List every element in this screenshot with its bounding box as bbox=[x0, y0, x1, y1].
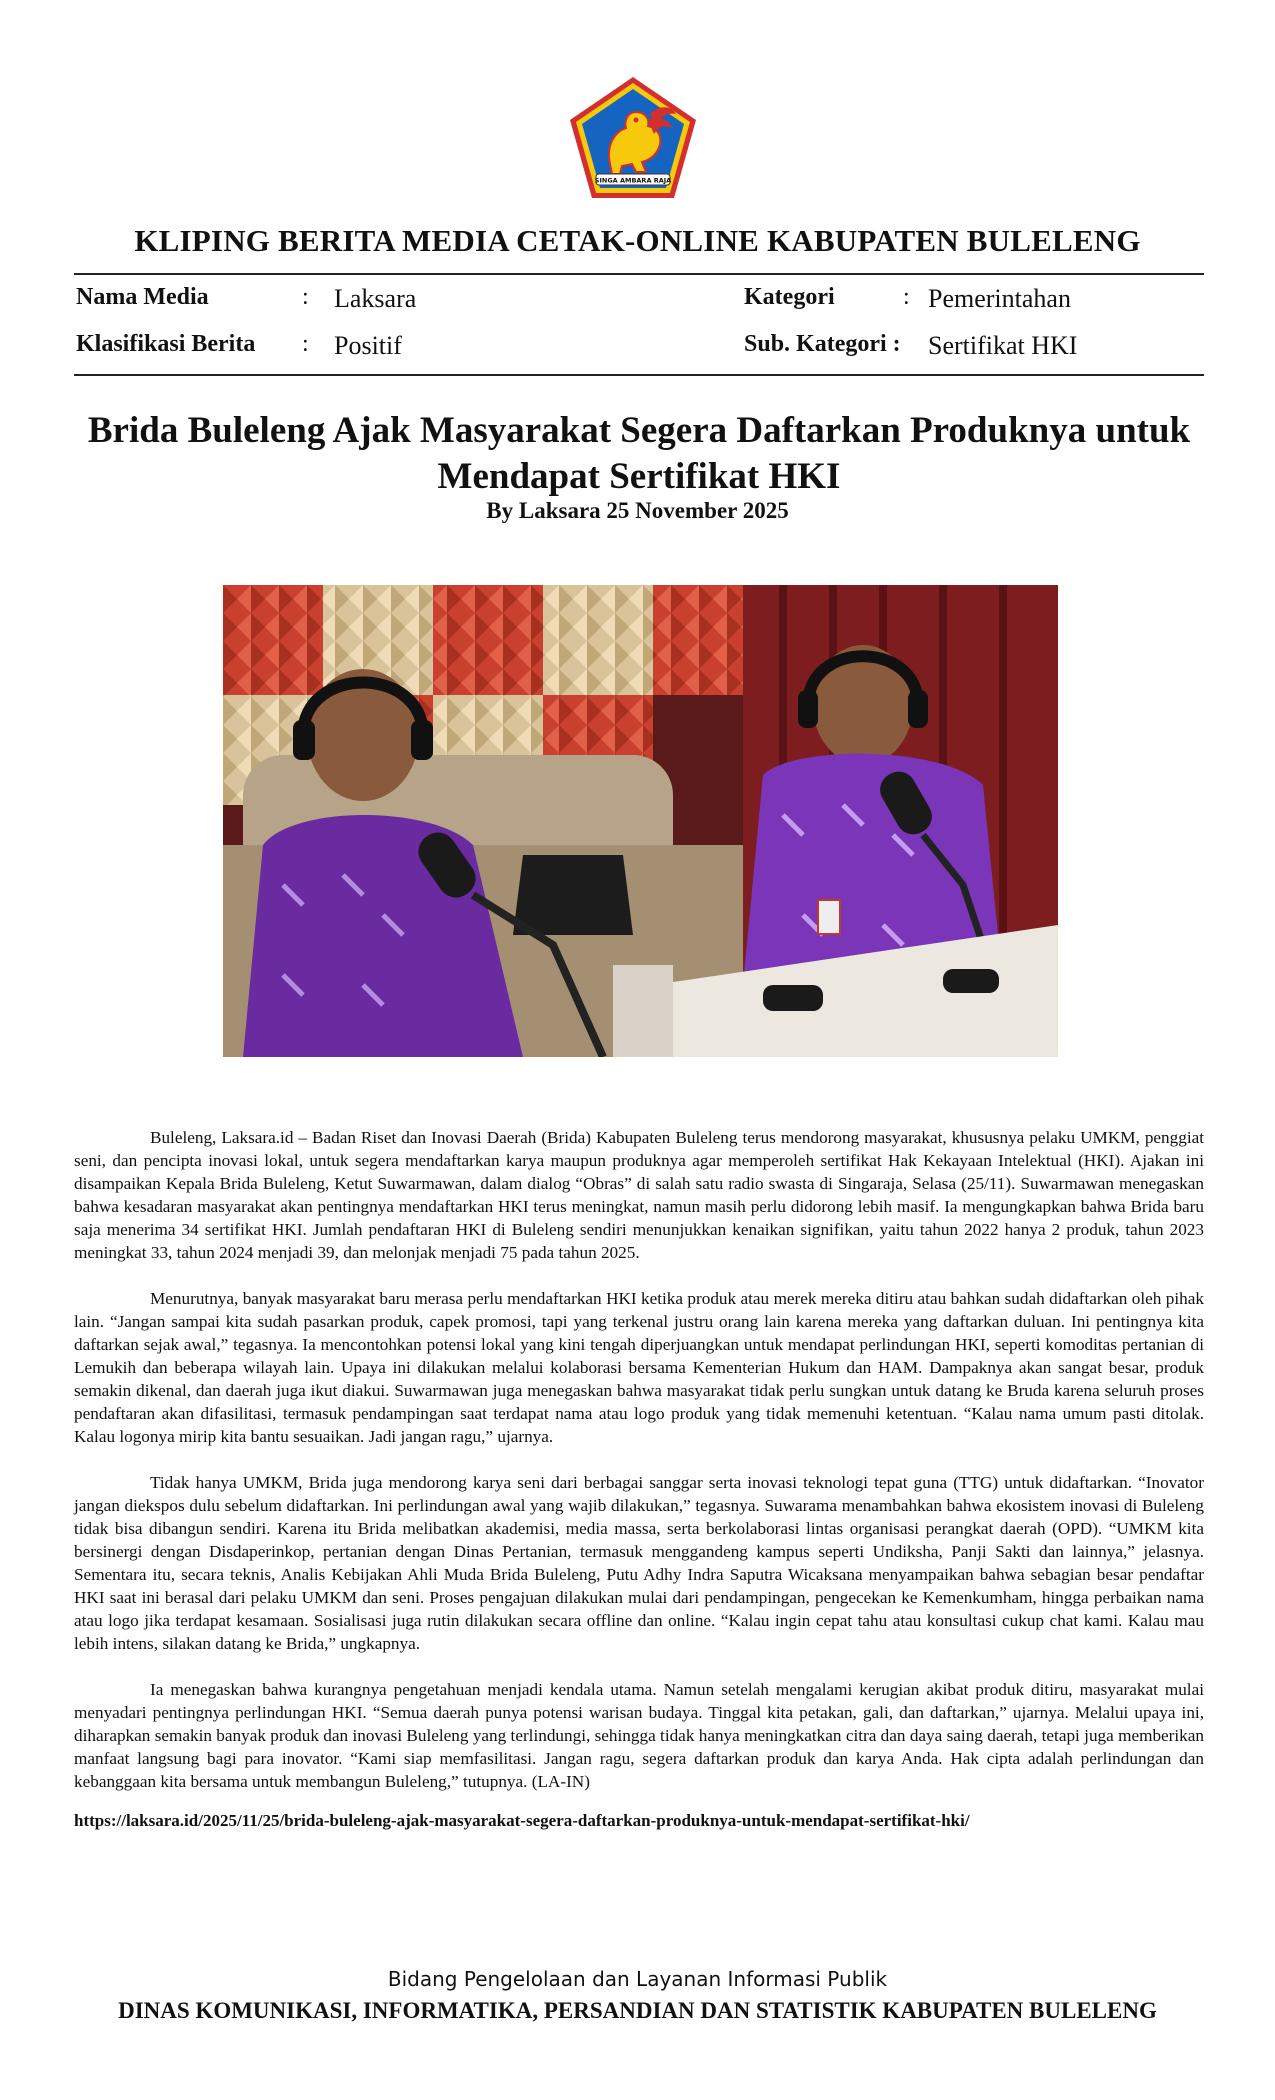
media-name-colon: : bbox=[302, 284, 309, 310]
footer-agency: DINAS KOMUNIKASI, INFORMATIKA, PERSANDIAN DAN STATISTIK KABUPATEN BULELENG bbox=[118, 1998, 1157, 2023]
classification-colon: : bbox=[302, 331, 309, 357]
article-paragraph-2: Menurutnya, banyak masyarakat baru merasa perlu mendaftarkan HKI ketika produk atau merek mereka ditiru atau bahkan sudah didaftarkan oleh pihak lain. “Jangan sampai kita sudah pasarkan produk, capek promosi, tapi yang terkenal justru orang lain karena mereka yang daftarkan duluan. Ini pentingnya kita daftarkan sejak awal,” tegasnya. Ia mencontohkan potensi lokal yang kini tengah diperjuangkan untuk mendapat perlindungan HKI, seperti komoditas pertanian di Lemukih dan beberapa wilayah lain. Upaya ini dilakukan melalui kolaborasi bersama Kementerian Hukum dan HAM. Dampaknya akan sangat besar, produk semakin dikenal, dan daerah juga ikut diakui. Suwarmawan juga menegaskan bahwa masyarakat tidak perlu sungkan untuk datang ke Bruda karena seluruh proses pendaftaran akan difasilitasi, termasuk pendampingan saat terdapat nama atau logo produk yang tidak memenuhi ketentuan. “Kalau nama umum pasti ditolak. Kalau logonya mirip kita bantu sesuaikan. Jadi jangan ragu,” ujarnya. bbox=[74, 1289, 1204, 1446]
source-link[interactable]: https://laksara.id/2025/11/25/brida-buleleng-ajak-masyarakat-segera-daftarkan-produknya-untuk-mendapat-sertifikat-hki/ bbox=[74, 1811, 970, 1830]
media-name-label: Nama Media bbox=[76, 284, 209, 310]
classification-value: Positif bbox=[334, 331, 402, 360]
classification-label: Klasifikasi Berita bbox=[76, 331, 256, 357]
media-name-value: Laksara bbox=[334, 284, 417, 313]
subcategory-value: Sertifikat HKI bbox=[928, 331, 1078, 360]
article-body bbox=[74, 1126, 1204, 1816]
category-label: Kategori bbox=[744, 284, 835, 310]
bottom-divider bbox=[74, 374, 1204, 376]
radio-studio-interview-photo-icon bbox=[223, 585, 1058, 1057]
headline-line-1: Brida Buleleng Ajak Masyarakat Segera Daftarkan Produknya untuk bbox=[87, 410, 1191, 451]
article-headline bbox=[74, 408, 1204, 500]
article-paragraph-1: Buleleng, Laksara.id – Badan Riset dan Inovasi Daerah (Brida) Kabupaten Buleleng terus mendorong masyarakat, khususnya pelaku UMKM, penggiat seni, dan pencipta inovasi lokal, untuk segera mendaftarkan karya maupun produknya agar memperoleh sertifikat Hak Kekayaan Intelektual (HKI). Ajakan ini disampaikan Kepala Brida Buleleng, Ketut Suwarmawan, dalam dialog “Obras” di salah satu radio swasta di Singaraja, Selasa (25/11). Suwarmawan menegaskan bahwa kesadaran masyarakat akan pentingnya mendaftarkan HKI terus meningkat, namun masih perlu didorong lebih masif. Ia mengungkapkan bahwa Brida baru saja menerima 34 sertifikat HKI. Jumlah pendaftaran HKI di Buleleng sendiri menunjukkan kenaikan signifikan, yaitu tahun 2022 hanya 2 produk, tahun 2023 meningkat 33, tahun 2024 menjadi 39, dan melonjak menjadi 75 pada tahun 2025. bbox=[74, 1128, 1204, 1262]
article-paragraph-4: Ia menegaskan bahwa kurangnya pengetahuan menjadi kendala utama. Namun setelah mengalami kerugian akibat produk ditiru, masyarakat mulai menyadari pentingnya perlindungan HKI. “Semua daerah punya potensi warisan budaya. Tinggal kita petakan, gali, dan daftarkan,” ujarnya. Melalui upaya ini, diharapkan semakin banyak produk dan inovasi Buleleng yang terlindungi, sehingga tidak hanya meningkatkan citra dan daya saing daerah, tetapi juga memberikan manfaat langsung bagi para inovator. “Kami siap memfasilitasi. Jangan ragu, segera daftarkan produk dan karya Anda. Hak cipta adalah perlindungan dan kebanggaan kita bersama untuk membangun Buleleng,” tutupnya. (LA-IN) bbox=[74, 1680, 1204, 1791]
article-paragraph-3: Tidak hanya UMKM, Brida juga mendorong karya seni dari berbagai sanggar serta inovasi teknologi tepat guna (TTG) untuk didaftarkan. “Inovator jangan diekspos dulu sebelum didaftarkan. Ini perlindungan awal yang wajib dilakukan,” tegasnya. Suwarama menambahkan bahwa ekosistem inovasi di Buleleng tidak bisa dibangun sendiri. Karena itu Brida melibatkan akademisi, media massa, serta berkolaborasi lintas organisasi perangkat daerah (OPD). “UMKM kita bersinergi dengan Disdaperinkop, pertanian dengan Dinas Pertanian, termasuk menggandeng kampus seperti Undiksha, Panji Sakti dan lainnya,” jelasnya. Sementara itu, secara teknis, Analis Kebijakan Ahli Muda Brida Buleleng, Putu Adhy Indra Saputra Wicaksana menyampaikan bahwa sebagian besar pendaftar HKI saat ini berasal dari pelaku UMKM dan seni. Proses pengajuan dilakukan mulai dari pendampingan, pengecekan ke Kemenkumham, hingga perbaikan nama atau logo jika terdapat kesamaan. Sosialisasi juga rutin dilakukan secara offline dan online. “Kalau ingin cepat tahu atau konsultasi cukup chat kami. Kalau mau lebih intens, silakan datang ke Brida,” ungkapnya. bbox=[74, 1473, 1204, 1653]
category-colon: : bbox=[903, 284, 910, 310]
headline-line-2: Mendapat Sertifikat HKI bbox=[437, 456, 841, 497]
subcategory-label: Sub. Kategori : bbox=[744, 331, 901, 357]
page-title: KLIPING BERITA MEDIA CETAK-ONLINE KABUPATEN BULELENG bbox=[134, 223, 1141, 258]
footer-department: Bidang Pengelolaan dan Layanan Informasi Publik bbox=[387, 1967, 888, 1991]
top-divider bbox=[74, 273, 1204, 275]
buleleng-emblem-icon bbox=[566, 74, 700, 202]
emblem-motto: SINGA AMBARA RAJA bbox=[594, 176, 672, 185]
article-byline: By Laksara 25 November 2025 bbox=[486, 498, 789, 523]
category-value: Pemerintahan bbox=[928, 284, 1071, 313]
